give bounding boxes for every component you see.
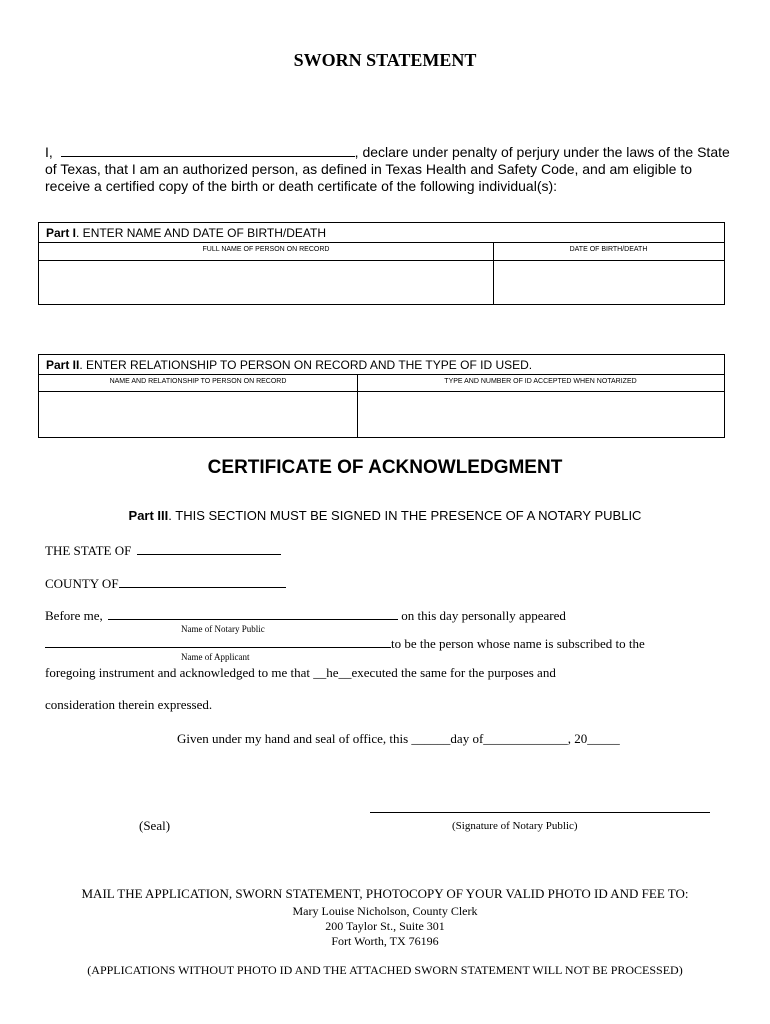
before-me-row (45, 608, 566, 624)
before-me-label: Before me, (45, 608, 103, 623)
signature-line[interactable] (370, 812, 710, 813)
part2-header-text: . ENTER RELATIONSHIP TO PERSON ON RECORD AND THE TYPE OF ID USED. (79, 358, 533, 372)
part1-header (39, 223, 724, 243)
page-title: SWORN STATEMENT (293, 50, 477, 70)
declaration-prefix: I, (45, 144, 53, 160)
to-be-person-text: to be the person whose name is subscribed to the (391, 636, 645, 651)
part2-col2-header: TYPE AND NUMBER OF ID ACCEPTED WHEN NOTARIZED (357, 375, 724, 392)
part1-header-text: . ENTER NAME AND DATE OF BIRTH/DEATH (76, 226, 327, 240)
on-this-day-text: on this day personally appeared (401, 608, 566, 623)
county-of-label: COUNTY OF (45, 576, 119, 591)
declaration-line-1 (45, 144, 730, 161)
foregoing-text: foregoing instrument and acknowledged to me that __he__executed the same for the purposes and (45, 665, 556, 680)
state-of-label: THE STATE OF (45, 543, 132, 558)
part1-label: Part I (46, 226, 77, 240)
part3-header (0, 508, 770, 523)
part1-date-cell[interactable] (494, 261, 724, 305)
applicant-name-field[interactable] (45, 636, 391, 648)
part3-header-text: . THIS SECTION MUST BE SIGNED IN THE PRESENCE OF A NOTARY PUBLIC (168, 508, 642, 523)
seal-label: (Seal) (139, 818, 171, 833)
processing-warning: (APPLICATIONS WITHOUT PHOTO ID AND THE ATTACHED SWORN STATEMENT WILL NOT BE PROCESSED) (87, 963, 683, 977)
clerk-city: Fort Worth, TX 76196 (331, 934, 439, 948)
part2-table (38, 354, 725, 438)
part2-col1-header: NAME AND RELATIONSHIP TO PERSON ON RECORD (39, 375, 357, 392)
clerk-street: 200 Taylor St., Suite 301 (325, 919, 445, 933)
consideration-text: consideration therein expressed. (45, 697, 213, 712)
state-field[interactable] (137, 543, 281, 555)
part1-col1-header: FULL NAME OF PERSON ON RECORD (39, 243, 493, 261)
notary-name-caption: Name of Notary Public (181, 624, 265, 634)
part1-name-cell[interactable] (39, 261, 493, 305)
clerk-name: Mary Louise Nicholson, County Clerk (292, 904, 478, 918)
applicant-row (45, 636, 645, 652)
certificate-title: CERTIFICATE OF ACKNOWLEDGMENT (207, 457, 563, 478)
county-field[interactable] (119, 576, 286, 588)
part2-label: Part II (46, 358, 80, 372)
part3-label: Part III (128, 508, 169, 523)
part2-header (39, 355, 724, 375)
part2-id-cell[interactable] (358, 392, 724, 438)
part2-relationship-cell[interactable] (39, 392, 357, 438)
declarant-name-field[interactable] (61, 145, 355, 157)
declaration-line-3: receive a certified copy of the birth or death certificate of the following individual(s): (45, 178, 558, 194)
part1-table (38, 222, 725, 305)
applicant-caption: Name of Applicant (181, 652, 250, 662)
given-under-text: Given under my hand and seal of office, this ______day of_____________, 20_____ (177, 731, 620, 746)
notary-name-field[interactable] (108, 608, 398, 620)
mail-instruction: MAIL THE APPLICATION, SWORN STATEMENT, PHOTOCOPY OF YOUR VALID PHOTO ID AND FEE TO: (81, 886, 689, 901)
county-of-row (45, 576, 286, 592)
signature-caption: (Signature of Notary Public) (452, 820, 578, 832)
part1-col2-header: DATE OF BIRTH/DEATH (493, 243, 724, 261)
declaration-line-2: of Texas, that I am an authorized person, as defined in Texas Health and Safety Code, and am eligible to (45, 161, 693, 177)
state-of-row (45, 543, 281, 559)
declaration-line1-text: , declare under penalty of perjury under the laws of the State (354, 144, 730, 160)
